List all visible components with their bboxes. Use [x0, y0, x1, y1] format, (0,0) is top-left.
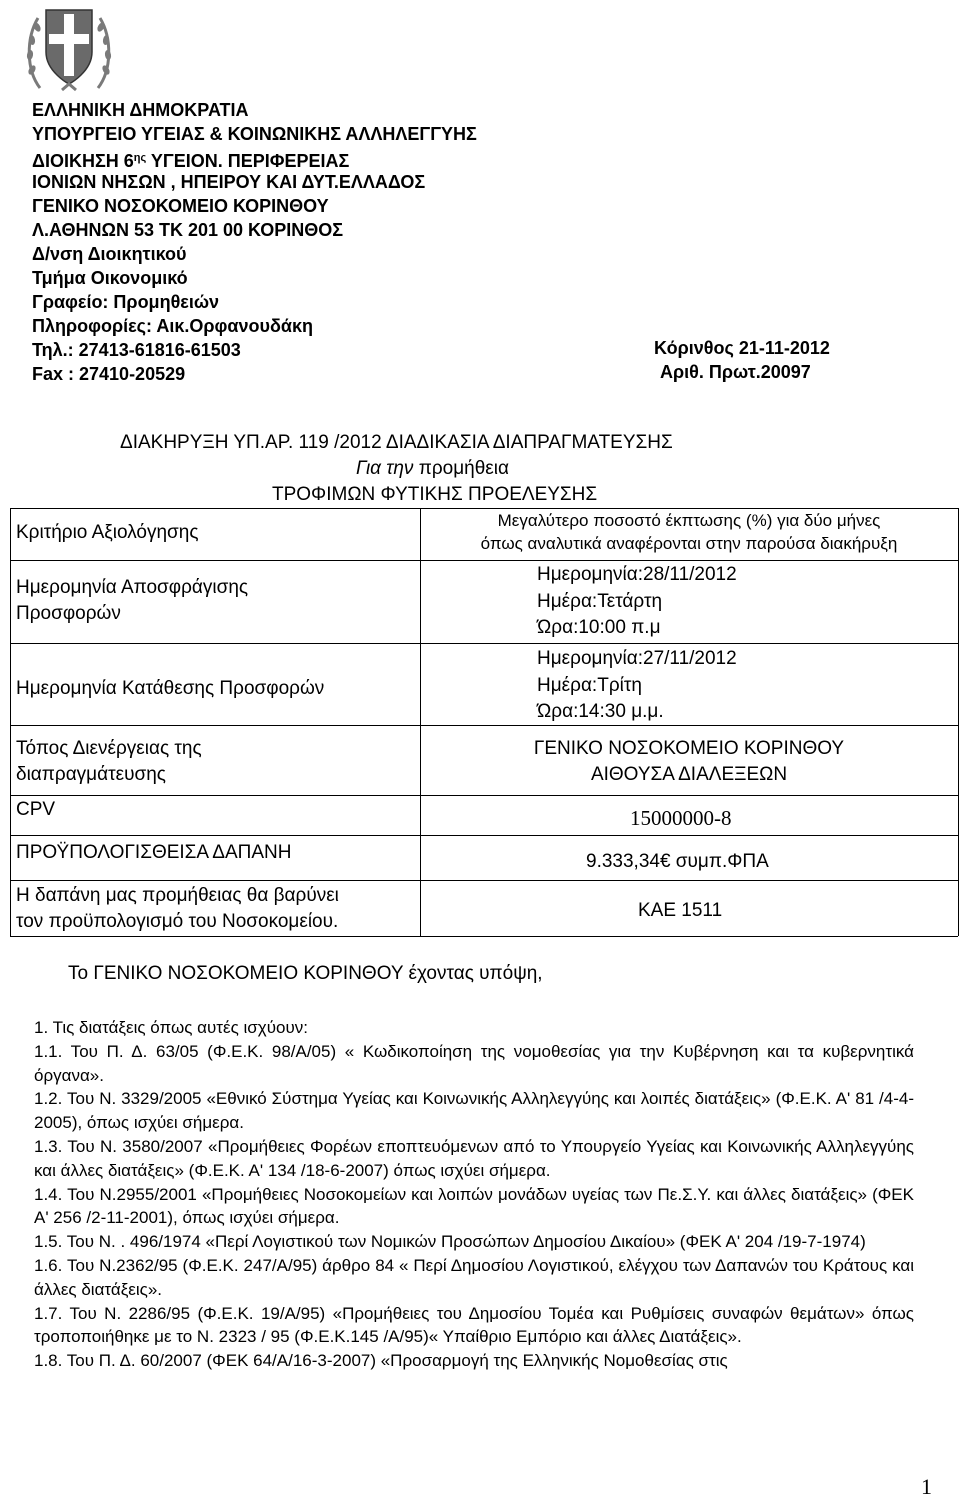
header-line-directorate: Δ/νση Διοικητικού [32, 244, 187, 264]
header-line-hospital: ΓΕΝΙΚΟ ΝΟΣΟΚΟΜΕΙΟ ΚΟΡΙΝΘΟΥ [32, 196, 329, 216]
expense-value: ΚΑΕ 1511 [638, 900, 723, 921]
announcement-subject: ΤΡΟΦΙΜΩΝ ΦΥΤΙΚΗΣ ΠΡΟΕΛΕΥΣΗΣ [272, 484, 598, 505]
announcement-subtitle: Για την προμήθεια [356, 458, 509, 479]
submission-label: Ημερομηνία Κατάθεσης Προσφορών [16, 678, 325, 699]
list-item: 1.8. Του Π. Δ. 60/2007 (ΦΕΚ 64/Α/16-3-2007) «Προσαρμογή της Ελληνικής Νομοθεσίας στις [34, 1351, 728, 1371]
list-item: 1. Τις διατάξεις όπως αυτές ισχύουν: [34, 1018, 308, 1037]
budget-label: ΠΡΟΫΠΟΛΟΓΙΣΘΕΙΣΑ ΔΑΠΑΝΗ [16, 842, 292, 863]
legal-basis-list [34, 1016, 914, 1373]
criterion-value-line1: Μεγαλύτερο ποσοστό έκπτωσης (%) για δύο μήνες [497, 511, 881, 530]
list-item: 1.5. Του Ν. . 496/1974 «Περί Λογιστικού των Νομικών Προσώπων Δημοσίου Δικαίου» (ΦΕΚ Α' 204 /19-7-1974) [34, 1232, 866, 1252]
criterion-label: Κριτήριο Αξιολόγησης [16, 522, 199, 543]
opening-time: Ώρα:10:00 π.μ [537, 617, 661, 638]
expense-label-line1: Η δαπάνη μας προμήθειας θα βαρύνει [16, 885, 339, 906]
header-line-info-contact: Πληροφορίες: Αικ.Ορφανουδάκη [32, 316, 313, 336]
header-line-department: Τμήμα Οικονομικό [32, 268, 188, 288]
criterion-value-line2: όπως αναλυτικά αναφέρονται στην παρούσα διακήρυξη [480, 534, 898, 553]
coat-of-arms-emblem [22, 0, 116, 96]
opening-day: Ημέρα:Τετάρτη [537, 591, 663, 612]
header-line-ministry: ΥΠΟΥΡΓΕΙΟ ΥΓΕΙΑΣ & ΚΟΙΝΩΝΙΚΗΣ ΑΛΛΗΛΕΓΓΥΗΣ [32, 124, 477, 144]
cpv-value: 15000000-8 [630, 806, 732, 830]
header-line-country: ΕΛΛΗΝΙΚΗ ΔΗΜΟΚΡΑΤΙΑ [32, 100, 249, 120]
list-item: 1.3. Του Ν. 3580/2007 «Προμήθειες Φορέων εποπτευόμενων από το Υπουργείο Υγείας και Κοινωνικής Αλληλεγγύης και άλλες διατάξεις» (Φ.Ε.Κ. Α' 134 /18-6-2007) όπως ισχύει σήμερα. [34, 1136, 914, 1180]
header-line-health-region: ΔΙΟΙΚΗΣΗ $6^{\eta\varsigma}$ ΥΓΕΙΟΝ. ΠΕΡΙΦΕΡΕΙΑΣ [32, 151, 350, 171]
page-number: 1 [921, 1474, 932, 1499]
protocol-number: Αριθ. Πρωτ.20097 [660, 362, 811, 382]
announcement-title: ΔΙΑΚΗΡΥΞΗ ΥΠ.ΑΡ. 119 /2012 ΔΙΑΔΙΚΑΣΙΑ ΔΙΑΠΡΑΓΜΑΤΕΥΣΗΣ [120, 432, 673, 453]
header-line-phone: Τηλ.: 27413-61816-61503 [32, 340, 241, 360]
list-item: 1.6. Του Ν.2362/95 (Φ.Ε.Κ. 247/Α/95) άρθρο 84 « Περί Δημοσίου Λογιστικού, ελέγχου των Δαπανών του Κράτους και άλλες διατάξεις». [34, 1255, 914, 1299]
opening-label-line1: Ημερομηνία Αποσφράγισης [16, 577, 249, 598]
header-line-fax: Fax : 27410-20529 [32, 364, 186, 384]
submission-date: Ημερομηνία:27/11/2012 [537, 648, 737, 669]
cpv-label: CPV [16, 799, 56, 820]
place-date: Κόρινθος 21-11-2012 [654, 338, 830, 358]
budget-value: 9.333,34€ συμπ.ΦΠΑ [586, 851, 769, 872]
expense-label-line2: τον προϋπολογισμό του Νοσοκομείου. [16, 911, 339, 932]
header-line-address: Λ.ΑΘΗΝΩΝ 53 ΤΚ 201 00 ΚΟΡΙΝΘΟΣ [32, 220, 344, 240]
opening-date: Ημερομηνία:28/11/2012 [537, 564, 737, 585]
list-item: 1.2. Του Ν. 3329/2005 «Εθνικό Σύστημα Υγείας και Κοινωνικής Αλληλεγγύης και λοιπές διατάξεις» (Φ.Ε.Κ. Α' 81 /4-4-2005), όπως ισχύει σήμερα. [34, 1089, 914, 1133]
place-value-line2: ΑΙΘΟΥΣΑ ΔΙΑΛΕΞΕΩΝ [590, 764, 788, 785]
list-item: 1.4. Του Ν.2955/2001 «Προμήθειες Νοσοκομείων και λοιπών μονάδων υγείας των Πε.Σ.Υ. και άλλες διατάξεις» (ΦΕΚ Α' 256 /2-11-2001), όπως ισχύει σήμερα. [34, 1184, 914, 1228]
place-label-line2: διαπραγμάτευσης [16, 764, 166, 785]
submission-time: Ώρα:14:30 μ.μ. [537, 701, 664, 722]
place-value-line1: ΓΕΝΙΚΟ ΝΟΣΟΚΟΜΕΙΟ ΚΟΡΙΝΘΟΥ [533, 738, 845, 759]
header-line-region-areas: ΙΟΝΙΩΝ ΝΗΣΩΝ , ΗΠΕΙΡΟΥ ΚΑΙ ΔΥΤ.ΕΛΛΑΔΟΣ [32, 172, 426, 192]
place-label-line1: Τόπος Διενέργειας της [16, 738, 202, 759]
list-item: 1.1. Του Π. Δ. 63/05 (Φ.Ε.Κ. 98/Α/05) « Κωδικοποίηση της νομοθεσίας για την Κυβέρνηση και τα κυβερνητικά όργανα». [34, 1041, 914, 1085]
list-item: 1.7. Του Ν. 2286/95 (Φ.Ε.Κ. 19/Α/95) «Προμήθειες του Δημοσίου Τομέα και Ρυθμίσεις συναφών θεμάτων» όπως τροποποιήθηκε με το Ν. 2323 / 95 (Φ.Ε.Κ.145 /Α/95)« Υπαίθριο Εμπόριο και άλλες Διατάξεις». [34, 1303, 914, 1347]
header-line-office: Γραφείο: Προμηθειών [32, 292, 220, 312]
submission-day: Ημέρα:Τρίτη [537, 675, 642, 696]
intro-sentence: Το ΓΕΝΙΚΟ ΝΟΣΟΚΟΜΕΙΟ ΚΟΡΙΝΘΟΥ έχοντας υπόψη, [68, 963, 543, 984]
opening-label-line2: Προσφορών [16, 603, 121, 624]
